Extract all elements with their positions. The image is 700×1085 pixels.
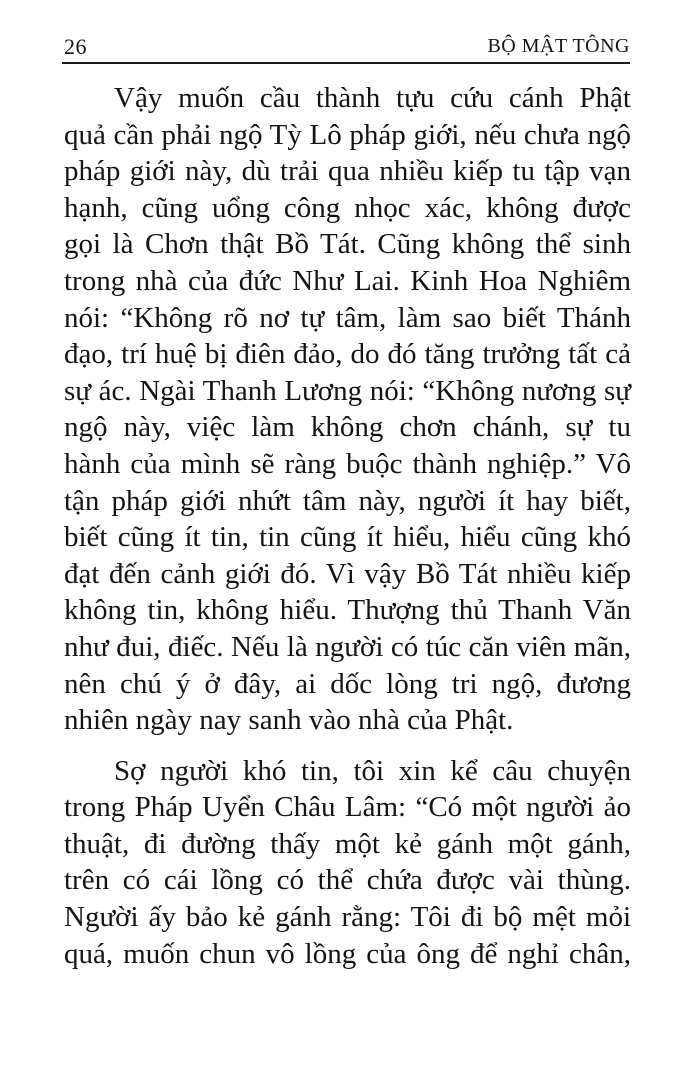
text-line: nói: “Không rõ nơ tự tâm, làm sao biết Thánh (64, 301, 631, 334)
text-line: tận pháp giới nhứt tâm này, người ít hay biết, (64, 484, 631, 517)
text-line: sự ác. Ngài Thanh Lương nói: “Không nương sự (64, 374, 631, 407)
text-line: pháp giới này, dù trải qua nhiều kiếp tu tập vạn (64, 155, 631, 188)
text-line: quả cần phải ngộ Tỳ Lô pháp giới, nếu chưa ngộ (64, 118, 631, 151)
book-title: BỘ MẬT TÔNG (487, 35, 630, 57)
page-number: 26 (64, 34, 87, 59)
text-line: Sợ người khó tin, tôi xin kể câu chuyện (114, 754, 631, 787)
text-line: hành của mình sẽ ràng buộc thành nghiệp.” Vô (64, 447, 631, 480)
text-line: ngộ này, việc làm không chơn chánh, sự tu (64, 411, 631, 444)
running-header (62, 32, 630, 64)
text-line: như đui, điếc. Nếu là người có túc căn viên mãn, (64, 630, 631, 663)
text-line: nhiên ngày nay sanh vào nhà của Phật. (64, 704, 514, 737)
text-line: đạo, trí huệ bị điên đảo, do đó tăng trưởng tất cả (64, 338, 631, 371)
text-line: quá, muốn chun vô lồng của ông để nghỉ chân, (64, 937, 631, 970)
text-line: gọi là Chơn thật Bồ Tát. Cũng không thể sinh (64, 228, 631, 261)
paragraph-2 (64, 753, 631, 973)
text-line: nên chú ý ở đây, ai dốc lòng tri ngộ, đương (64, 667, 631, 700)
text-line: đạt đến cảnh giới đó. Vì vậy Bồ Tát nhiều kiếp (64, 557, 631, 590)
text-line: hạnh, cũng uổng công nhọc xác, không được (64, 191, 631, 224)
text-line: Vậy muốn cầu thành tựu cứu cánh Phật (114, 82, 631, 114)
text-line: trong nhà của đức Như Lai. Kinh Hoa Nghiêm (64, 264, 631, 297)
text-line: thuật, đi đường thấy một kẻ gánh một gánh, (64, 827, 631, 860)
body-text (64, 80, 631, 972)
text-line: không tin, không hiểu. Thượng thủ Thanh Văn (64, 594, 631, 627)
text-line: trong Pháp Uyển Châu Lâm: “Có một người ảo (64, 791, 631, 824)
text-line: trên có cái lồng có thể chứa được vài thùng. (64, 864, 631, 897)
text-line: biết cũng ít tin, tin cũng ít hiểu, hiểu cũng khó (64, 521, 631, 554)
paragraph-1 (64, 80, 631, 739)
text-line: Người ấy bảo kẻ gánh rằng: Tôi đi bộ mệt mỏi (64, 901, 631, 934)
